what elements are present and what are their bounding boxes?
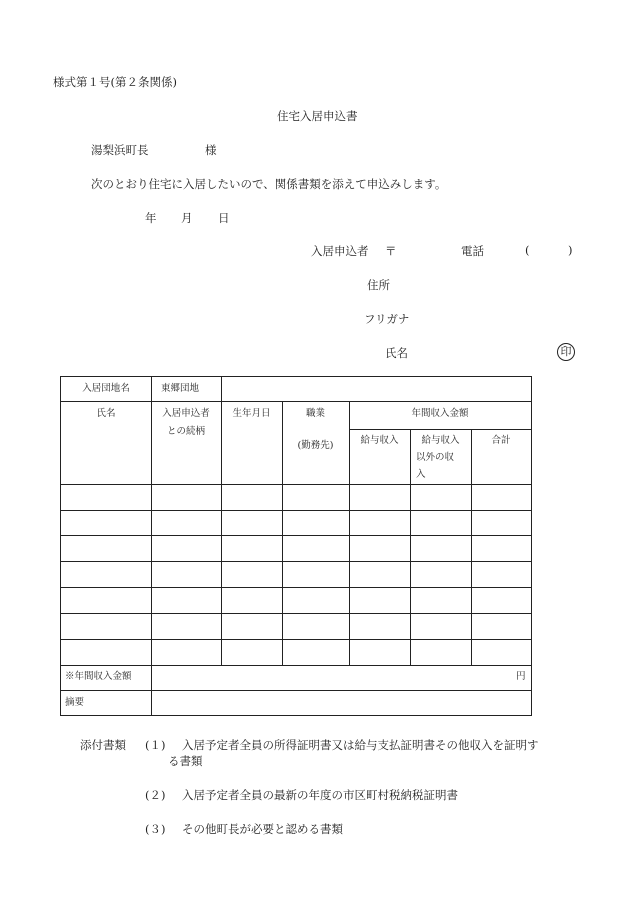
phone-label: 電話 — [461, 244, 484, 258]
attachment-3-num: (３) — [145, 822, 166, 836]
addressee-name: 湯梨浜町長 — [91, 143, 149, 157]
header-other-income-line1: 給与収入 — [421, 435, 460, 446]
form-id: 様式第１号(第２条関係) — [53, 75, 177, 89]
attachment-1-line1: 入居予定者全員の所得証明書又は給与支払証明書その他収入を証明す — [182, 738, 539, 752]
header-relation-line2: との続柄 — [166, 426, 205, 437]
furigana-label: フリガナ — [364, 312, 410, 326]
date-day: 日 — [218, 211, 230, 225]
name-label: 氏名 — [385, 346, 408, 360]
intro-text: 次のとおり住宅に入居したいので、関係書類を添えて申込みします。 — [91, 177, 447, 191]
header-employer: (勤務先) — [297, 440, 334, 451]
attachment-3-line1: その他町長が必要と認める書類 — [182, 822, 343, 836]
header-occupation: 職業 — [305, 408, 325, 419]
date-year: 年 — [145, 211, 157, 225]
addressee-honorific: 様 — [205, 143, 217, 157]
postal-mark: 〒 — [385, 244, 397, 258]
address-label: 住所 — [367, 278, 390, 292]
applicant-label: 入居申込者 — [311, 244, 369, 258]
header-name: 氏名 — [96, 408, 116, 419]
phone-close-paren: ) — [568, 243, 573, 257]
phone-open-paren: ( — [525, 243, 530, 257]
complex-label: 入居団地名 — [82, 383, 130, 394]
attachment-1-num: (１) — [145, 738, 166, 752]
header-total: 合計 — [491, 435, 511, 446]
header-salary-income: 給与収入 — [360, 435, 399, 446]
yen-unit: 円 — [516, 671, 526, 682]
header-birthdate: 生年月日 — [232, 408, 271, 419]
attachment-2-num: (２) — [145, 788, 166, 802]
attachments-label: 添付書類 — [80, 738, 126, 752]
page-title: 住宅入居申込書 — [277, 109, 358, 123]
complex-value: 東郷団地 — [161, 383, 200, 394]
header-other-income-line3: 入 — [416, 469, 426, 480]
header-annual-income: 年間収入金額 — [411, 408, 469, 419]
remarks-label: 摘要 — [65, 697, 85, 708]
header-other-income-line2: 以外の収 — [416, 452, 455, 463]
date-month: 月 — [181, 211, 193, 225]
total-income-label: ※年間収入金額 — [65, 671, 132, 682]
seal-mark: 印 — [557, 343, 575, 361]
attachment-2-line1: 入居予定者全員の最新の年度の市区町村税納税証明書 — [182, 788, 458, 802]
header-relation-line1: 入居申込者 — [162, 408, 210, 419]
attachment-1-line2: る書類 — [168, 754, 203, 768]
household-table — [60, 376, 532, 716]
